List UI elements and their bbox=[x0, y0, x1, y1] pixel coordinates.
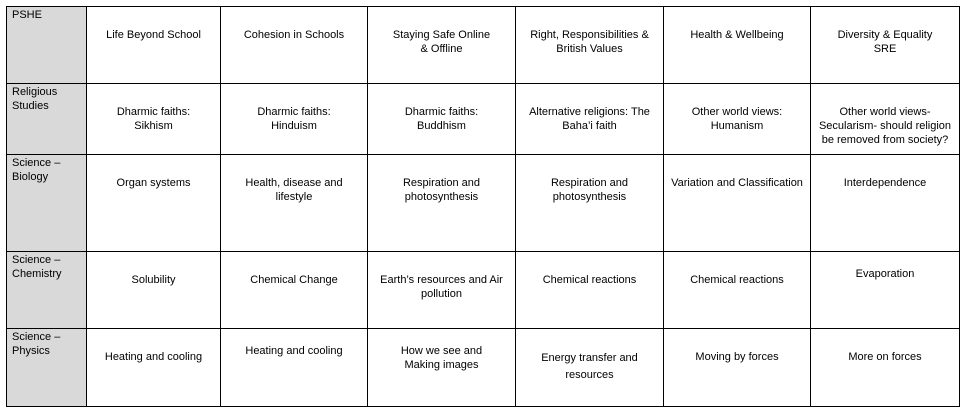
topic-cell bbox=[664, 7, 811, 84]
topic-cell bbox=[221, 329, 368, 407]
topic-label: Life Beyond School bbox=[106, 29, 201, 41]
topic-label: Chemical reactions bbox=[690, 274, 784, 286]
topic-cell bbox=[221, 84, 368, 155]
topic-label: How we see and Making images bbox=[400, 345, 483, 371]
subject-cell bbox=[7, 252, 87, 329]
subject-label: PSHE bbox=[12, 9, 42, 21]
topic-label: Other world views-Secularism- should religion be removed from society? bbox=[818, 106, 952, 146]
topic-label: Dharmic faiths: Buddhism bbox=[404, 106, 479, 132]
topic-label: Cohesion in Schools bbox=[243, 29, 345, 41]
topic-cell bbox=[664, 155, 811, 252]
table-row bbox=[7, 155, 960, 252]
topic-label: Right, Responsibilities & British Values bbox=[530, 29, 649, 55]
topic-label: Dharmic faiths: Hinduism bbox=[257, 106, 331, 132]
topic-cell bbox=[811, 252, 960, 329]
topic-cell bbox=[221, 7, 368, 84]
topic-cell bbox=[811, 84, 960, 155]
topic-label: Alternative religions: The Baha’i faith bbox=[529, 106, 650, 132]
topic-cell bbox=[516, 84, 664, 155]
topic-label: Chemical reactions bbox=[542, 274, 637, 286]
topic-cell bbox=[221, 252, 368, 329]
topic-label: Respiration and photosynthesis bbox=[550, 177, 629, 203]
topic-cell bbox=[516, 7, 664, 84]
topic-cell bbox=[811, 155, 960, 252]
topic-cell bbox=[516, 252, 664, 329]
topic-label: Staying Safe Online & Offline bbox=[392, 29, 491, 55]
topic-cell bbox=[368, 252, 516, 329]
topic-cell bbox=[87, 252, 221, 329]
topic-label: Earth’s resources and Air pollution bbox=[380, 274, 503, 300]
subject-cell bbox=[7, 7, 87, 84]
topic-label: Other world views: Humanism bbox=[691, 106, 783, 132]
subject-cell bbox=[7, 329, 87, 407]
topic-cell bbox=[664, 84, 811, 155]
topic-label: Diversity & Equality SRE bbox=[837, 29, 933, 55]
topic-cell bbox=[87, 84, 221, 155]
topic-label: Heating and cooling bbox=[104, 351, 203, 363]
subject-label: Science – Physics bbox=[12, 331, 61, 357]
topic-label: Respiration and photosynthesis bbox=[402, 177, 481, 203]
table-row bbox=[7, 252, 960, 329]
subject-label: Science – Chemistry bbox=[12, 254, 62, 280]
topic-label: Health, disease and lifestyle bbox=[245, 177, 343, 203]
topic-cell bbox=[664, 252, 811, 329]
topic-cell bbox=[811, 329, 960, 407]
topic-label: Chemical Change bbox=[250, 274, 338, 286]
topic-cell bbox=[368, 329, 516, 407]
topic-cell bbox=[87, 155, 221, 252]
topic-cell bbox=[664, 329, 811, 407]
subject-label: Religious Studies bbox=[12, 86, 58, 112]
topic-cell bbox=[516, 329, 664, 407]
topic-label: Moving by forces bbox=[695, 351, 779, 363]
subject-label: Science – Biology bbox=[12, 157, 61, 183]
topic-label: Interdependence bbox=[843, 177, 927, 189]
topic-label: Dharmic faiths: Sikhism bbox=[116, 106, 191, 132]
topic-label: Health & Wellbeing bbox=[690, 29, 784, 41]
topic-label: Organ systems bbox=[116, 177, 191, 189]
subject-cell bbox=[7, 155, 87, 252]
topic-cell bbox=[368, 155, 516, 252]
topic-cell bbox=[516, 155, 664, 252]
topic-label: Energy transfer and resources bbox=[541, 352, 638, 381]
table-row bbox=[7, 329, 960, 407]
table-row bbox=[7, 7, 960, 84]
table-row bbox=[7, 84, 960, 155]
topic-cell bbox=[221, 155, 368, 252]
topic-label: Variation and Classification bbox=[671, 177, 803, 189]
topic-cell bbox=[368, 7, 516, 84]
topic-label: Solubility bbox=[131, 274, 176, 286]
topic-label: More on forces bbox=[848, 351, 922, 363]
topic-cell bbox=[87, 7, 221, 84]
topic-label: Evaporation bbox=[855, 268, 915, 280]
topic-label: Heating and cooling bbox=[245, 345, 343, 357]
curriculum-table bbox=[6, 6, 960, 407]
topic-cell bbox=[811, 7, 960, 84]
topic-cell bbox=[87, 329, 221, 407]
topic-cell bbox=[368, 84, 516, 155]
subject-cell bbox=[7, 84, 87, 155]
